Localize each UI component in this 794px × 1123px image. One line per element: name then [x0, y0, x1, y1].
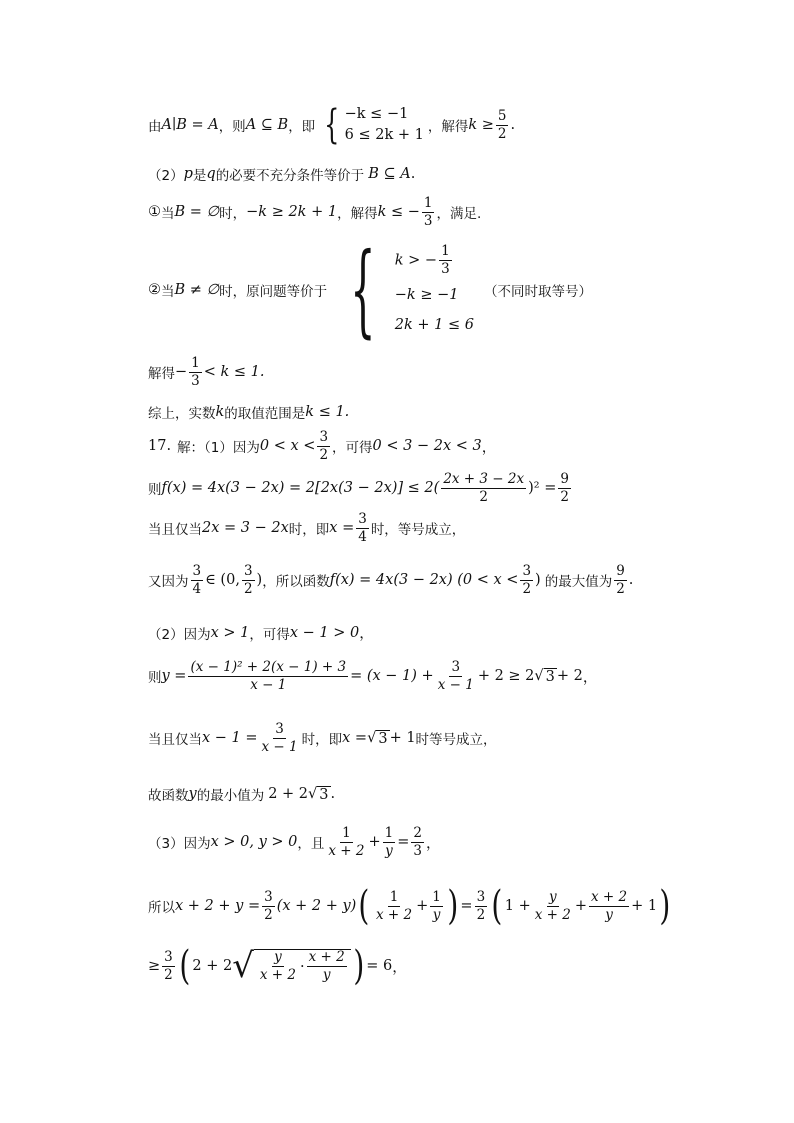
text: ，即	[288, 119, 316, 136]
line-16	[148, 883, 673, 929]
text: 当且仅当	[148, 522, 202, 539]
circled-number: ①	[148, 204, 161, 221]
text: 当	[161, 284, 175, 300]
math: +	[368, 834, 381, 851]
math: k ≤ −	[377, 204, 420, 221]
math: f(x) = 4x(3 − 2x) (0 < x <	[329, 572, 519, 589]
fraction: $\frac{y}{x + 2}$	[259, 949, 296, 983]
math: + 1	[389, 730, 416, 747]
math: = (x − 1) +	[350, 668, 434, 685]
line-3	[148, 196, 481, 229]
math: x + 2 + y =	[175, 898, 261, 914]
text: 当	[161, 206, 175, 223]
line-8	[148, 472, 573, 505]
fraction: $\frac{3}{2}$	[264, 888, 273, 923]
question-number: 17.	[148, 438, 172, 455]
math: )	[535, 572, 541, 589]
text: 故函数	[148, 788, 189, 804]
math: ∈ (0,	[205, 572, 240, 589]
math: y	[188, 786, 197, 802]
text: 的取值范围是	[224, 406, 306, 422]
fraction: $\frac{2}{3}$	[413, 825, 422, 859]
text: 当且仅当	[148, 732, 202, 749]
fraction: $\frac{3}{2}$	[476, 888, 486, 923]
text: 所以	[148, 900, 175, 916]
text: 的必要不充分条件等价于	[215, 168, 365, 184]
circled-number: ②	[148, 282, 161, 298]
fraction: $\frac{3}{x - 1}$	[437, 659, 474, 693]
math: −	[175, 364, 188, 381]
text: ，解得	[337, 206, 378, 223]
fraction: $\frac{\text{(x − 1)² + 2(x − 1) + 3}}{x - 1}$	[190, 659, 347, 693]
text: 解：（1）因为	[177, 440, 260, 457]
system-row: 6 ≤ 2k + 1	[344, 127, 424, 144]
math: < k ≤ 1.	[203, 364, 265, 381]
line-12	[148, 660, 597, 693]
math: ≥	[148, 958, 161, 974]
math: x =	[342, 730, 368, 747]
text: 解得	[148, 366, 175, 383]
left-paren: (	[358, 883, 370, 929]
inequality-system	[319, 102, 424, 149]
fraction: $\frac{1}{y}$	[384, 825, 394, 859]
math: x − 1 =	[202, 730, 258, 747]
text: 时，即	[301, 732, 343, 749]
left-paren: (	[491, 883, 503, 929]
text: 由	[148, 119, 162, 136]
line-17	[148, 943, 407, 989]
math: )	[256, 572, 263, 589]
text: 综上，实数	[148, 406, 216, 422]
text: ，可得	[249, 626, 290, 643]
math: =	[397, 834, 410, 851]
square-root: √ 3	[534, 668, 555, 685]
math: + 1	[631, 898, 658, 914]
math: =	[460, 898, 473, 914]
line-9	[148, 512, 465, 545]
math: 2x = 3 − 2x	[202, 520, 289, 537]
line-2	[148, 164, 415, 184]
system-row: k > − $\frac{1}{3}$	[394, 243, 450, 278]
line-4	[148, 231, 592, 348]
text: 的最大值为	[544, 574, 613, 591]
text: 则	[148, 670, 162, 687]
text: 的最小值为	[196, 788, 265, 804]
fraction: $\frac{3}{2}$	[243, 563, 253, 597]
math: p	[183, 166, 193, 182]
text: ，所以函数	[262, 574, 330, 591]
text: ，且	[297, 836, 325, 853]
text: （2）	[148, 168, 184, 184]
text: .	[628, 572, 634, 589]
text: ，则	[218, 119, 246, 136]
math: f(x) = 4x(3 − 2x) = 2[2x(3 − 2x)] ≤ 2(	[161, 480, 440, 497]
fraction: $\frac{1}{x + 2}$	[375, 888, 413, 923]
line-5	[148, 356, 265, 389]
text: ，可得	[332, 440, 373, 457]
fraction: $\frac{1}{y}$	[432, 888, 441, 923]
right-paren: )	[447, 883, 459, 929]
inequality-system	[331, 231, 474, 348]
text: ，	[359, 626, 374, 642]
text: 因为	[183, 836, 211, 853]
math: +	[574, 898, 588, 914]
fraction: $\frac{y}{x + 2}$	[534, 888, 571, 923]
system-row: −k ≤ −1	[344, 106, 409, 122]
text: ，满足.	[436, 206, 482, 223]
line-15	[148, 826, 440, 859]
fraction: $\frac{3}{4}$	[358, 511, 367, 545]
math: B ≠ ∅	[174, 282, 220, 298]
math: (x + 2 + y)	[276, 898, 357, 914]
fraction: $\frac{x + 2}{y}$	[308, 949, 345, 983]
math: A∣B = A	[161, 117, 219, 134]
fraction: $\frac{1}{3}$	[423, 195, 433, 229]
fraction: $\frac{3}{2}$	[319, 429, 329, 463]
text: .	[510, 117, 516, 134]
math: 2 + 2	[192, 958, 233, 974]
math: 0 < x <	[259, 438, 316, 455]
math: x − 1 > 0	[289, 624, 360, 641]
math: ·	[299, 958, 305, 975]
fraction: $\frac{1}{3}$	[441, 243, 450, 278]
text: 因为	[183, 626, 211, 643]
line-6	[148, 402, 349, 422]
math: −k ≥ 2k + 1	[246, 204, 338, 221]
math: = 6	[366, 958, 393, 974]
brace: {	[324, 102, 340, 149]
text: ，	[425, 835, 441, 852]
fraction: $\frac{3}{4}$	[192, 563, 202, 597]
text: 时等号成立，	[415, 732, 497, 749]
text: （不同时取等号）	[483, 284, 592, 300]
math: x =	[329, 520, 355, 537]
square-root: √ 3	[367, 730, 388, 747]
fraction: $\frac{5}{2}$	[497, 107, 507, 142]
math: k ≥	[468, 117, 494, 134]
math: x > 0, y > 0	[210, 834, 298, 851]
fraction: $\frac{3}{2}$	[164, 948, 173, 983]
math: )² =	[528, 480, 557, 497]
text: 又因为	[148, 574, 189, 591]
square-root: √ $\frac{y}{x + 2}$ · $\frac{x + 2}{y}$	[232, 946, 351, 986]
math: B ⊆ A	[368, 166, 411, 182]
math: 2 + 2	[268, 786, 309, 802]
math: x > 1	[210, 624, 250, 641]
text: 是	[192, 168, 207, 184]
line-13	[148, 722, 497, 755]
math: +	[416, 898, 429, 914]
fraction: $\frac{3}{2}$	[522, 563, 532, 597]
text: 时，即	[288, 522, 330, 539]
line-7	[148, 430, 496, 463]
text: 则	[148, 482, 162, 499]
line-1	[148, 102, 516, 149]
math: k ≤ 1.	[305, 404, 350, 420]
line-11	[148, 622, 374, 643]
fraction: $\frac{1}{x + 2}$	[328, 825, 365, 859]
text: .	[410, 166, 416, 182]
square-root: √ 3	[308, 786, 329, 803]
text: ，	[392, 959, 407, 976]
right-paren: )	[353, 943, 364, 989]
brace: {	[350, 231, 376, 348]
right-paren: )	[659, 883, 671, 929]
math: + 2	[556, 668, 583, 685]
fraction: $\frac{9}{2}$	[616, 563, 625, 597]
fraction: $\frac{2x + 3 - 2x}{2}$	[443, 471, 525, 505]
fraction: $\frac{x + 2}{y}$	[591, 888, 628, 923]
math: 0 < 3 − 2x < 3	[372, 438, 482, 455]
text: ，	[582, 669, 598, 686]
system-row: −k ≥ −1	[394, 287, 459, 304]
math: B = ∅	[174, 204, 220, 221]
text: 时，	[219, 206, 247, 223]
math: y =	[161, 668, 187, 685]
text: （3）	[148, 836, 184, 853]
line-10	[148, 564, 633, 597]
math: A ⊆ B	[245, 117, 289, 134]
fraction: $\frac{9}{2}$	[560, 471, 569, 505]
text: 时，原问题等价于	[219, 284, 328, 300]
math: + 2 ≥ 2	[477, 668, 535, 685]
text: ，	[481, 439, 497, 456]
math: 1 +	[504, 898, 531, 914]
left-paren: (	[179, 943, 191, 989]
fraction: $\frac{3}{x - 1}$	[261, 721, 298, 755]
line-14	[148, 784, 335, 804]
math: k	[215, 404, 225, 420]
math: q	[206, 166, 216, 182]
system-row: 2k + 1 ≤ 6	[394, 316, 474, 333]
text: ，解得	[427, 119, 469, 136]
text: .	[330, 786, 336, 802]
fraction: $\frac{1}{3}$	[191, 355, 200, 389]
text: （2）	[148, 626, 184, 643]
text: 时，等号成立，	[370, 522, 466, 539]
